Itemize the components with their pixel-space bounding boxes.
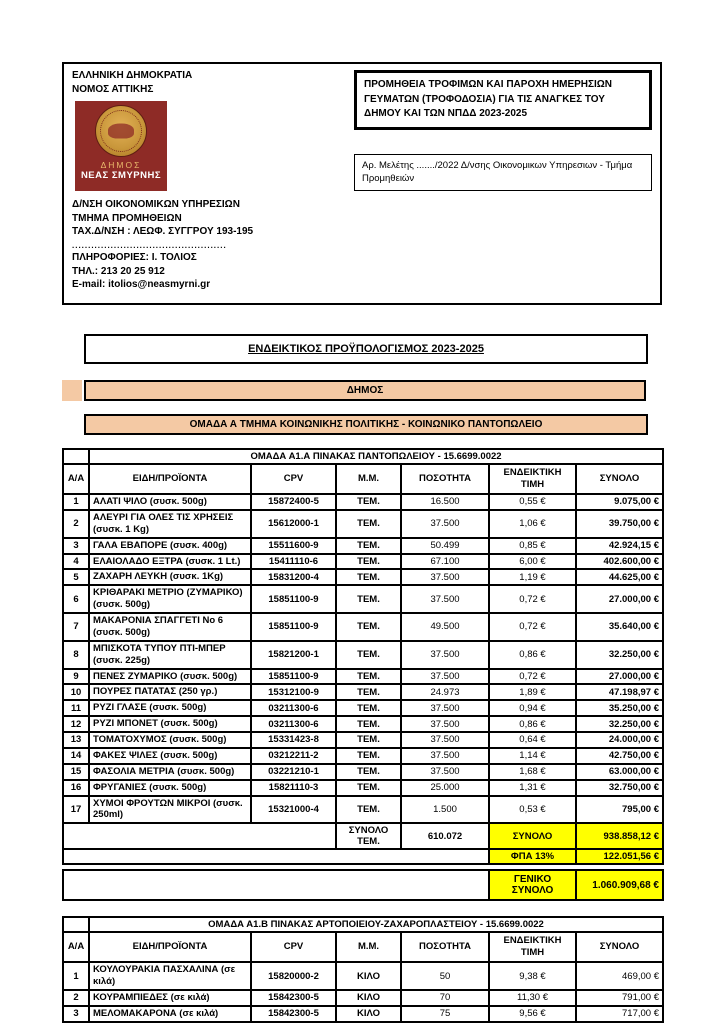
quantity: 25.000 (401, 780, 489, 796)
cpv-code: 15821110-3 (251, 780, 336, 796)
cpv-code: 15331423-8 (251, 732, 336, 748)
line-total: 35.250,00 € (576, 700, 663, 716)
dimos-row (62, 380, 662, 401)
totals-block (63, 823, 663, 900)
table-row (63, 538, 663, 554)
product-name: ΑΛΑΤΙ ΨΙΛΟ (συσκ. 500g) (89, 494, 251, 510)
table-row (63, 962, 663, 990)
table-row (63, 748, 663, 764)
line-total: 402.600,00 € (576, 554, 663, 570)
col-header-unit: Μ.Μ. (336, 932, 401, 962)
product-name: ΖΑΧΑΡΗ ΛΕΥΚΗ (συσκ. 1Kg) (89, 569, 251, 585)
vat-row (63, 849, 663, 864)
net-total-label: ΣΥΝΟΛΟ (489, 823, 576, 849)
sum-items-value: 610.072 (401, 823, 489, 849)
dotted-separator: ................................................ (72, 240, 227, 250)
quantity: 75 (401, 1006, 489, 1022)
line-total: 47.198,97 € (576, 684, 663, 700)
quantity: 67.100 (401, 554, 489, 570)
country-line: ΕΛΛΗΝΙΚΗ ΔΗΜΟΚΡΑΤΙΑ (72, 70, 193, 81)
product-name: ΠΕΝΕΣ ΖΥΜΑΡΙΚΟ (συσκ. 500g) (89, 669, 251, 685)
cpv-code: 15411110-6 (251, 554, 336, 570)
product-name: ΡΥΖΙ ΜΠΟΝΕΤ (συσκ. 500g) (89, 716, 251, 732)
table-title-row (63, 449, 663, 464)
line-total: 27.000,00 € (576, 585, 663, 613)
row-index: 1 (63, 494, 89, 510)
budget-title: ΕΝΔΕΙΚΤΙΚΟΣ ΠΡΟΫΠΟΛΟΓΙΣΜΟΣ 2023-2025 (248, 343, 484, 355)
product-name: ΚΟΥΛΟΥΡΑΚΙΑ ΠΑΣΧΑΛΙΝΑ (σε κιλά) (89, 962, 251, 990)
unit-price: 9,38 € (489, 962, 576, 990)
subject-block (344, 69, 652, 295)
line-total: 32.250,00 € (576, 641, 663, 669)
line-total: 469,00 € (576, 962, 663, 990)
cpv-code: 15820000-2 (251, 962, 336, 990)
table-row (63, 684, 663, 700)
unit-price: 0,85 € (489, 538, 576, 554)
unit: ΤΕΜ. (336, 796, 401, 824)
bakery-table (62, 916, 664, 1023)
cpv-code: 15842300-5 (251, 1006, 336, 1022)
logo-text-dimos: ΔΗΜΟΣ (100, 160, 142, 170)
cpv-code: 15511600-9 (251, 538, 336, 554)
cpv-code: 15851100-9 (251, 585, 336, 613)
grand-total-row (63, 870, 663, 900)
peach-stub (62, 380, 82, 401)
quantity: 70 (401, 990, 489, 1006)
budget-title-box (84, 334, 648, 364)
unit-price: 0,86 € (489, 716, 576, 732)
table-row (63, 716, 663, 732)
department-line: ΤΜΗΜΑ ΠΡΟΜΗΘΕΙΩΝ (72, 212, 182, 224)
row-index: 9 (63, 669, 89, 685)
table-header-row (63, 932, 663, 962)
unit: ΤΕΜ. (336, 780, 401, 796)
cpv-code: 15851100-9 (251, 669, 336, 685)
row-index: 2 (63, 990, 89, 1006)
unit-price: 0,55 € (489, 494, 576, 510)
unit-price: 6,00 € (489, 554, 576, 570)
grocery-table-body (63, 494, 663, 823)
logo-text-nea-smyrni: ΝΕΑΣ ΣΜΥΡΝΗΣ (80, 170, 162, 182)
col-header-cpv: CPV (251, 932, 336, 962)
row-index: 3 (63, 538, 89, 554)
table-row (63, 554, 663, 570)
line-total: 35.640,00 € (576, 613, 663, 641)
product-name: ΠΟΥΡΕΣ ΠΑΤΑΤΑΣ (250 γρ.) (89, 684, 251, 700)
unit: ΚΙΛΟ (336, 962, 401, 990)
quantity: 16.500 (401, 494, 489, 510)
unit: ΤΕΜ. (336, 613, 401, 641)
product-name: ΜΠΙΣΚΟΤΑ ΤΥΠΟΥ ΠΤΙ-ΜΠΕΡ (συσκ. 225g) (89, 641, 251, 669)
prefecture-line: ΝΟΜΟΣ ΑΤΤΙΚΗΣ (72, 83, 154, 95)
unit: ΤΕΜ. (336, 716, 401, 732)
line-total: 791,00 € (576, 990, 663, 1006)
product-name: ΑΛΕΥΡΙ ΓΙΑ ΟΛΕΣ ΤΙΣ ΧΡΗΣΕΙΣ (συσκ. 1 Kg) (89, 510, 251, 538)
product-name: ΓΑΛΑ ΕΒΑΠΟΡΕ (συσκ. 400g) (89, 538, 251, 554)
issuer-block (72, 69, 344, 295)
table-row (63, 510, 663, 538)
quantity: 37.500 (401, 669, 489, 685)
table-row (63, 569, 663, 585)
row-index: 15 (63, 764, 89, 780)
corner-cell (63, 917, 89, 932)
unit: ΤΕΜ. (336, 569, 401, 585)
vat-label: ΦΠΑ 13% (489, 849, 576, 864)
row-index: 3 (63, 1006, 89, 1022)
row-index: 4 (63, 554, 89, 570)
table1-title: ΟΜΑΔΑ Α1.Α ΠΙΝΑΚΑΣ ΠΑΝΤΟΠΩΛΕΙΟΥ - 15.6699.0022 (89, 449, 663, 464)
unit: ΤΕΜ. (336, 510, 401, 538)
col-header-unit-price: ΕΝΔΕΙΚΤΙΚΗ ΤΙΜΗ (489, 464, 576, 494)
unit: ΤΕΜ. (336, 748, 401, 764)
net-total-value: 938.858,12 € (576, 823, 663, 849)
product-name: ΜΕΛΟΜΑΚΑΡΟΝΑ (σε κιλά) (89, 1006, 251, 1022)
col-header-products: ΕΙΔΗ/ΠΡΟΪΟΝΤΑ (89, 932, 251, 962)
unit-price: 0,72 € (489, 613, 576, 641)
row-index: 17 (63, 796, 89, 824)
quantity: 50.499 (401, 538, 489, 554)
procurement-subject-box: ΠΡΟΜΗΘΕΙΑ ΤΡΟΦΙΜΩΝ ΚΑΙ ΠΑΡΟΧΗ ΗΜΕΡΗΣΙΩΝ ΓΕΥΜΑΤΩΝ (ΤΡΟΦΟΔΟΣΙΑ) ΓΙΑ ΤΙΣ ΑΝΑΓΚΕΣ ΤΟΥ ΔΗΜΟΥ ΚΑΙ ΤΩΝ ΝΠΔΔ 2023-2025 (354, 70, 652, 130)
col-header-total: ΣΥΝΟΛΟ (576, 464, 663, 494)
cpv-code: 15612000-1 (251, 510, 336, 538)
sum-row (63, 823, 663, 849)
product-name: ΦΡΥΓΑΝΙΕΣ (συσκ. 500g) (89, 780, 251, 796)
unit: ΤΕΜ. (336, 669, 401, 685)
empty-cell (63, 870, 489, 900)
unit-price: 1,14 € (489, 748, 576, 764)
table-row (63, 669, 663, 685)
quantity: 37.500 (401, 732, 489, 748)
cpv-code: 15872400-5 (251, 494, 336, 510)
document-header (62, 62, 662, 305)
unit-price: 11,30 € (489, 990, 576, 1006)
product-name: ΕΛΑΙΟΛΑΔΟ ΕΞΤΡΑ (συσκ. 1 Lt.) (89, 554, 251, 570)
line-total: 27.000,00 € (576, 669, 663, 685)
corner-cell (63, 449, 89, 464)
dimos-bar: ΔΗΜΟΣ (84, 380, 646, 401)
unit-price: 1,89 € (489, 684, 576, 700)
product-name: ΜΑΚΑΡΟΝΙΑ ΣΠΑΓΓΕΤΙ Νο 6 (συσκ. 500g) (89, 613, 251, 641)
product-name: ΚΡΙΘΑΡΑΚΙ ΜΕΤΡΙΟ (ΖΥΜΑΡΙΚΟ) (συσκ. 500g) (89, 585, 251, 613)
unit: ΚΙΛΟ (336, 990, 401, 1006)
row-index: 11 (63, 700, 89, 716)
line-total: 39.750,00 € (576, 510, 663, 538)
cpv-code: 15821200-1 (251, 641, 336, 669)
table2-title: ΟΜΑΔΑ Α1.Β ΠΙΝΑΚΑΣ ΑΡΤΟΠΟΙΕΙΟΥ-ΖΑΧΑΡΟΠΛΑΣΤΕΙΟΥ - 15.6699.0022 (89, 917, 663, 932)
cpv-code: 03211300-6 (251, 700, 336, 716)
contact-line: ΠΛΗΡΟΦΟΡΙΕΣ: Ι. ΤΟΛΙΟΣ (72, 252, 197, 264)
cpv-code: 15842300-5 (251, 990, 336, 1006)
table-row (63, 732, 663, 748)
row-index: 6 (63, 585, 89, 613)
unit-price: 9,56 € (489, 1006, 576, 1022)
unit: ΤΕΜ. (336, 554, 401, 570)
line-total: 32.750,00 € (576, 780, 663, 796)
quantity: 50 (401, 962, 489, 990)
table-row (63, 990, 663, 1006)
table-row (63, 796, 663, 824)
quantity: 37.500 (401, 764, 489, 780)
table-row (63, 780, 663, 796)
row-index: 14 (63, 748, 89, 764)
quantity: 37.500 (401, 585, 489, 613)
cpv-code: 03221210-1 (251, 764, 336, 780)
row-index: 5 (63, 569, 89, 585)
quantity: 24.973 (401, 684, 489, 700)
row-index: 8 (63, 641, 89, 669)
unit-price: 0,72 € (489, 669, 576, 685)
unit-price: 0,64 € (489, 732, 576, 748)
study-number-box: Αρ. Μελέτης ......./2022 Δ/νσης Οικονομικων Υπηρεσιων - Τμήμα Προμηθειών (354, 154, 652, 192)
unit-price: 0,53 € (489, 796, 576, 824)
unit-price: 0,94 € (489, 700, 576, 716)
email-line: E-mail: itolios@neasmyrni.gr (72, 279, 211, 291)
col-header-cpv: CPV (251, 464, 336, 494)
quantity: 49.500 (401, 613, 489, 641)
col-header-aa: Α/Α (63, 932, 89, 962)
unit: ΚΙΛΟ (336, 1006, 401, 1022)
phone-line: ΤΗΛ.: 213 20 25 912 (72, 265, 165, 277)
sum-items-label: ΣΥΝΟΛΟ ΤΕΜ. (336, 823, 401, 849)
row-index: 2 (63, 510, 89, 538)
cpv-code: 15851100-9 (251, 613, 336, 641)
quantity: 37.500 (401, 569, 489, 585)
unit: ΤΕΜ. (336, 585, 401, 613)
quantity: 37.500 (401, 700, 489, 716)
col-header-aa: Α/Α (63, 464, 89, 494)
line-total: 795,00 € (576, 796, 663, 824)
address-line: ΤΑΧ.Δ/ΝΣΗ : ΛΕΩΦ. ΣΥΓΓΡΟΥ 193-195 (72, 226, 254, 237)
grocery-table (62, 448, 664, 901)
col-header-unit: Μ.Μ. (336, 464, 401, 494)
quantity: 37.500 (401, 510, 489, 538)
col-header-unit-price: ΕΝΔΕΙΚΤΙΚΗ ΤΙΜΗ (489, 932, 576, 962)
product-name: ΧΥΜΟΙ ΦΡΟΥΤΩΝ ΜΙΚΡΟΙ (συσκ. 250ml) (89, 796, 251, 824)
row-index: 1 (63, 962, 89, 990)
row-index: 16 (63, 780, 89, 796)
unit-price: 1,06 € (489, 510, 576, 538)
grand-total-label: ΓΕΝΙΚΟ ΣΥΝΟΛΟ (489, 870, 576, 900)
table-row (63, 494, 663, 510)
line-total: 42.750,00 € (576, 748, 663, 764)
grand-total-value: 1.060.909,68 € (576, 870, 663, 900)
empty-cell (63, 823, 336, 849)
line-total: 24.000,00 € (576, 732, 663, 748)
line-total: 42.924,15 € (576, 538, 663, 554)
cpv-code: 15312100-9 (251, 684, 336, 700)
bakery-table-body (63, 962, 663, 1022)
unit: ΤΕΜ. (336, 764, 401, 780)
table-row (63, 585, 663, 613)
row-index: 13 (63, 732, 89, 748)
line-total: 717,00 € (576, 1006, 663, 1022)
vat-value: 122.051,56 € (576, 849, 663, 864)
quantity: 1.500 (401, 796, 489, 824)
municipal-seal-icon (95, 105, 147, 157)
table-row (63, 641, 663, 669)
row-index: 10 (63, 684, 89, 700)
quantity: 37.500 (401, 716, 489, 732)
col-header-quantity: ΠΟΣΟΤΗΤΑ (401, 464, 489, 494)
unit: ΤΕΜ. (336, 538, 401, 554)
unit: ΤΕΜ. (336, 494, 401, 510)
row-index: 7 (63, 613, 89, 641)
unit: ΤΕΜ. (336, 700, 401, 716)
unit-price: 1,68 € (489, 764, 576, 780)
unit-price: 1,31 € (489, 780, 576, 796)
municipality-logo (75, 101, 167, 191)
table-header-row (63, 464, 663, 494)
unit-price: 0,72 € (489, 585, 576, 613)
col-header-products: ΕΙΔΗ/ΠΡΟΪΟΝΤΑ (89, 464, 251, 494)
quantity: 37.500 (401, 641, 489, 669)
line-total: 63.000,00 € (576, 764, 663, 780)
unit: ΤΕΜ. (336, 684, 401, 700)
unit-price: 0,86 € (489, 641, 576, 669)
table-row (63, 1006, 663, 1022)
table-row (63, 764, 663, 780)
product-name: ΤΟΜΑΤΟΧΥΜΟΣ (συσκ. 500g) (89, 732, 251, 748)
directorate-line: Δ/ΝΣΗ ΟΙΚΟΝΟΜΙΚΩΝ ΥΠΗΡΕΣΙΩΝ (72, 199, 240, 210)
table-row (63, 613, 663, 641)
unit: ΤΕΜ. (336, 732, 401, 748)
table-row (63, 700, 663, 716)
table-title-row (63, 917, 663, 932)
quantity: 37.500 (401, 748, 489, 764)
line-total: 9.075,00 € (576, 494, 663, 510)
line-total: 32.250,00 € (576, 716, 663, 732)
product-name: ΦΑΚΕΣ ΨΙΛΕΣ (συσκ. 500g) (89, 748, 251, 764)
cpv-code: 15831200-4 (251, 569, 336, 585)
col-header-quantity: ΠΟΣΟΤΗΤΑ (401, 932, 489, 962)
product-name: ΡΥΖΙ ΓΛΑΣΕ (συσκ. 500g) (89, 700, 251, 716)
cpv-code: 03212211-2 (251, 748, 336, 764)
col-header-total: ΣΥΝΟΛΟ (576, 932, 663, 962)
line-total: 44.625,00 € (576, 569, 663, 585)
unit-price: 1,19 € (489, 569, 576, 585)
product-name: ΦΑΣΟΛΙΑ ΜΕΤΡΙΑ (συσκ. 500g) (89, 764, 251, 780)
product-name: ΚΟΥΡΑΜΠΙΕΔΕΣ (σε κιλά) (89, 990, 251, 1006)
unit: ΤΕΜ. (336, 641, 401, 669)
cpv-code: 15321000-4 (251, 796, 336, 824)
omada-a-bar: ΟΜΑΔΑ Α ΤΜΗΜΑ ΚΟΙΝΩΝΙΚΗΣ ΠΟΛΙΤΙΚΗΣ - ΚΟΙΝΩΝΙΚΟ ΠΑΝΤΟΠΩΛΕΙΟ (84, 414, 648, 435)
empty-cell (63, 849, 489, 864)
cpv-code: 03211300-6 (251, 716, 336, 732)
row-index: 12 (63, 716, 89, 732)
